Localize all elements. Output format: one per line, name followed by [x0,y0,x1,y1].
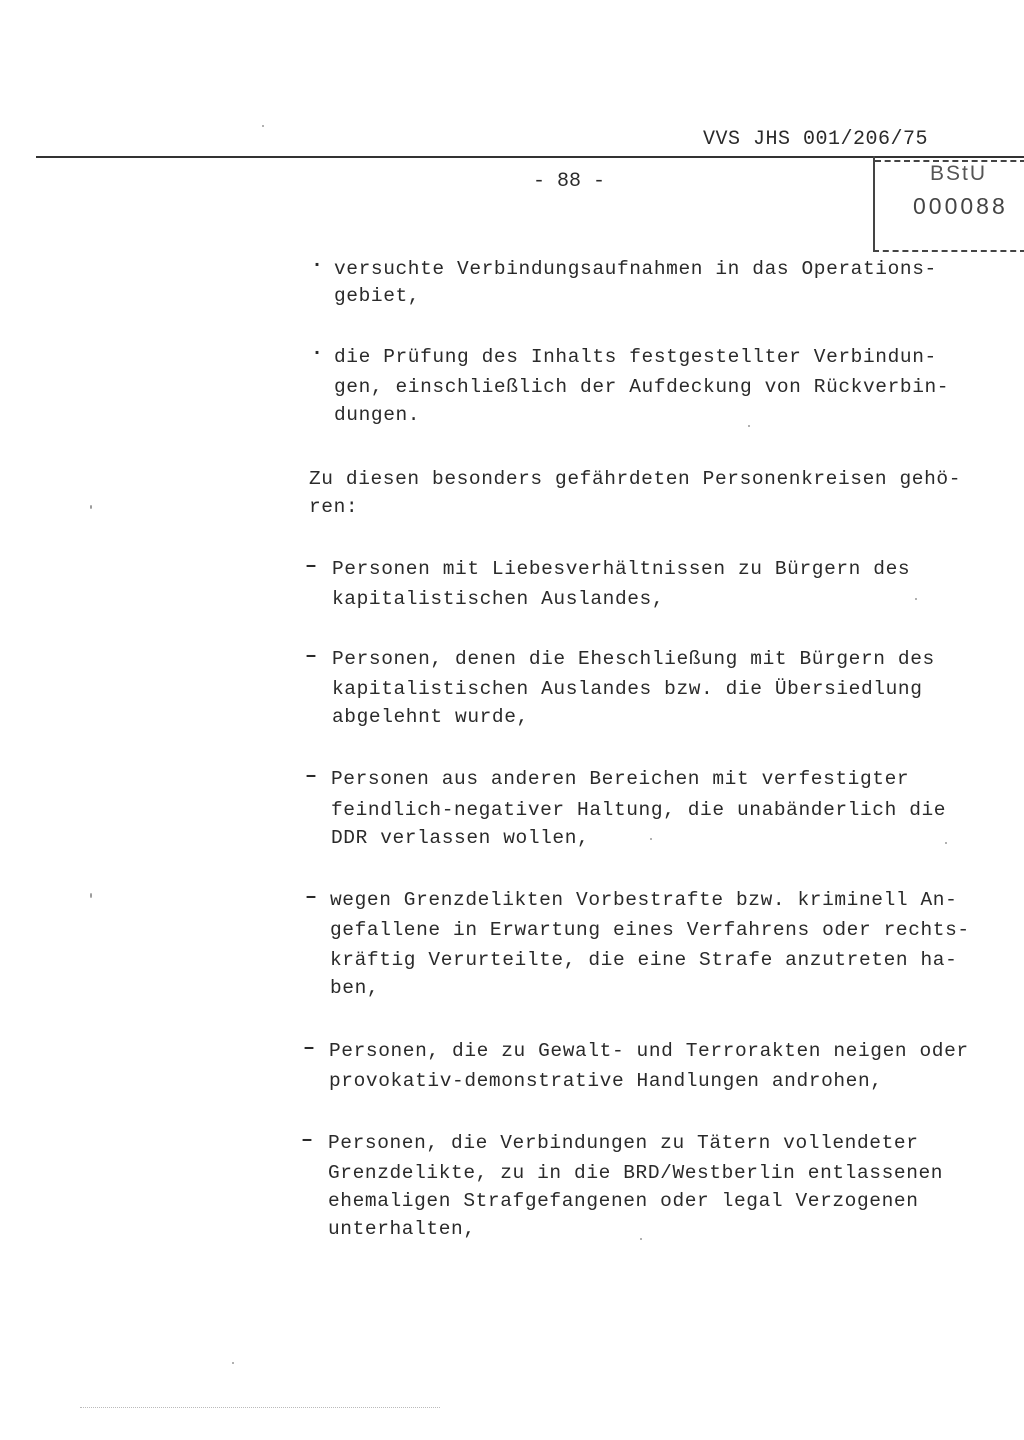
dash-bullet-marker: – [301,1129,314,1152]
text-line: Personen, die zu Gewalt- und Terrorakten neigen oder [329,1040,969,1062]
scan-speck [232,1362,234,1364]
text-line: ren: [309,496,359,518]
text-line: unterhalten, [328,1218,476,1240]
text-line: Personen, die Verbindungen zu Tätern vollendeter [328,1132,919,1154]
text-line: feindlich-negativer Haltung, die unabänderlich die [331,799,947,821]
text-line: versuchte Verbindungsaufnahmen in das Operations- [334,258,937,280]
dash-bullet-marker: – [305,555,318,578]
page-number: - 88 - [533,170,606,193]
dash-bullet-marker: – [305,765,318,788]
dash-bullet-marker: – [303,1037,316,1060]
scan-edge-noise [80,1407,440,1408]
text-line: Grenzdelikte, zu in die BRD/Westberlin entlassenen [328,1162,944,1184]
text-line: abgelehnt wurde, [332,706,529,728]
scan-speck [915,598,917,600]
document-reference: VVS JHS 001/206/75 [703,128,929,151]
text-line: die Prüfung des Inhalts festgestellter Verbindun- [334,346,937,368]
text-line: Personen aus anderen Bereichen mit verfestigter [331,768,910,790]
text-line: kapitalistischen Auslandes, [332,588,665,610]
text-line: Personen, denen die Eheschließung mit Bürgern des [332,648,935,670]
scan-speck [748,425,750,427]
text-line: Zu diesen besonders gefährdeten Personenkreisen gehö- [309,468,962,490]
dot-bullet-marker: · [311,254,324,277]
scan-speck [90,505,92,509]
text-line: gefallene in Erwartung eines Verfahrens oder rechts- [330,919,970,941]
dash-bullet-marker: – [305,645,318,668]
archive-stamp [873,156,1024,252]
stamp-agency: BStU [930,162,988,185]
text-line: gen, einschließlich der Aufdeckung von Rückverbin- [334,376,950,398]
stamp-number: 000088 [913,193,1008,219]
text-line: gebiet, [334,285,421,307]
dot-bullet-marker: · [311,342,324,365]
text-line: wegen Grenzdelikten Vorbestrafte bzw. kriminell An- [330,889,958,911]
text-line: ben, [330,977,380,999]
text-line: kräftig Verurteilte, die eine Strafe anzutreten ha- [330,949,958,971]
scan-speck [90,893,92,898]
text-line: dungen. [334,404,421,426]
scan-speck [650,838,652,840]
text-line: Personen mit Liebesverhältnissen zu Bürgern des [332,558,911,580]
text-line: ehemaligen Strafgefangenen oder legal Verzogenen [328,1190,919,1212]
text-line: DDR verlassen wollen, [331,827,590,849]
text-line: provokativ-demonstrative Handlungen androhen, [329,1070,883,1092]
dash-bullet-marker: – [305,886,318,909]
text-line: kapitalistischen Auslandes bzw. die Übersiedlung [332,678,923,700]
scan-speck [945,842,947,844]
scan-speck [640,1238,642,1240]
scan-speck [262,125,264,127]
